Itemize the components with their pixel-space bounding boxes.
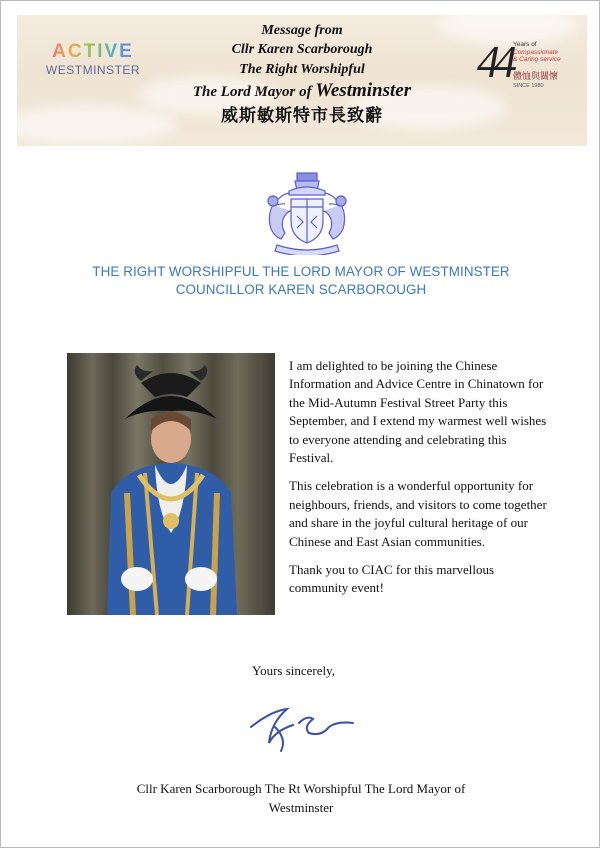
heading-line1: THE RIGHT WORSHIPFUL THE LORD MAYOR OF WESTMINSTER bbox=[92, 264, 510, 279]
since-text: SINCE 1980 bbox=[513, 83, 544, 89]
signoff bbox=[61, 780, 541, 817]
caring-service-text: & Caring service bbox=[513, 56, 561, 63]
banner-title-line1: Message from bbox=[261, 23, 343, 38]
active-westminster-logo bbox=[43, 41, 143, 81]
logo-active-text: ACTIVE bbox=[43, 41, 143, 63]
lord-mayor-photo bbox=[67, 353, 275, 615]
years-caption bbox=[513, 41, 581, 64]
header-banner bbox=[17, 15, 587, 146]
letter-paragraph-3: Thank you to CIAC for this marvellous community event! bbox=[289, 562, 495, 596]
letter-paragraph-2: This celebration is a wonderful opportunity for neighbours, friends, and visitors to come together and share in the joyful cultural heritage of our Chinese and East Asian communities. bbox=[289, 478, 547, 549]
banner-title-line4-a: The Lord Mayor of bbox=[192, 84, 316, 100]
banner-title bbox=[167, 21, 437, 127]
banner-title-line3: The Right Worshipful bbox=[239, 62, 365, 77]
ciac-44-years-logo bbox=[477, 37, 577, 107]
years-number: 44 bbox=[477, 36, 511, 87]
logo-westminster-text: WESTMINSTER bbox=[45, 63, 141, 77]
banner-title-line2: Cllr Karen Scarborough bbox=[231, 42, 373, 57]
heading-line2: COUNCILLOR KAREN SCARBOROUGH bbox=[175, 282, 427, 297]
signoff-line1: Cllr Karen Scarborough The Rt Worshipful The Lord Mayor of bbox=[136, 781, 466, 796]
letter-paragraph-1: I am delighted to be joining the Chinese Information and Advice Centre in Chinatown for the Mid-Autumn Festival Street Party this September, and I extend my warmest well wishes to everyone attending and celebrating this Festival. bbox=[289, 358, 547, 466]
closing-salutation: Yours sincerely, bbox=[252, 663, 336, 678]
banner-title-line4-b: Westminster bbox=[315, 80, 412, 101]
years-of-text: Years of bbox=[513, 41, 537, 48]
letter-heading bbox=[41, 263, 561, 299]
letter-body bbox=[289, 357, 551, 608]
compassionate-text: Compassionate bbox=[513, 48, 559, 56]
banner-title-line4 bbox=[167, 80, 437, 103]
signature-icon bbox=[241, 693, 369, 761]
banner-title-chinese: 威斯敏斯特市長致辭 bbox=[221, 106, 383, 125]
portrait-illustration bbox=[67, 353, 275, 615]
logo-chinese-text: 體恤與關懷 bbox=[513, 72, 559, 82]
coat-of-arms-icon bbox=[259, 171, 355, 255]
signoff-line2: Westminster bbox=[268, 799, 334, 815]
